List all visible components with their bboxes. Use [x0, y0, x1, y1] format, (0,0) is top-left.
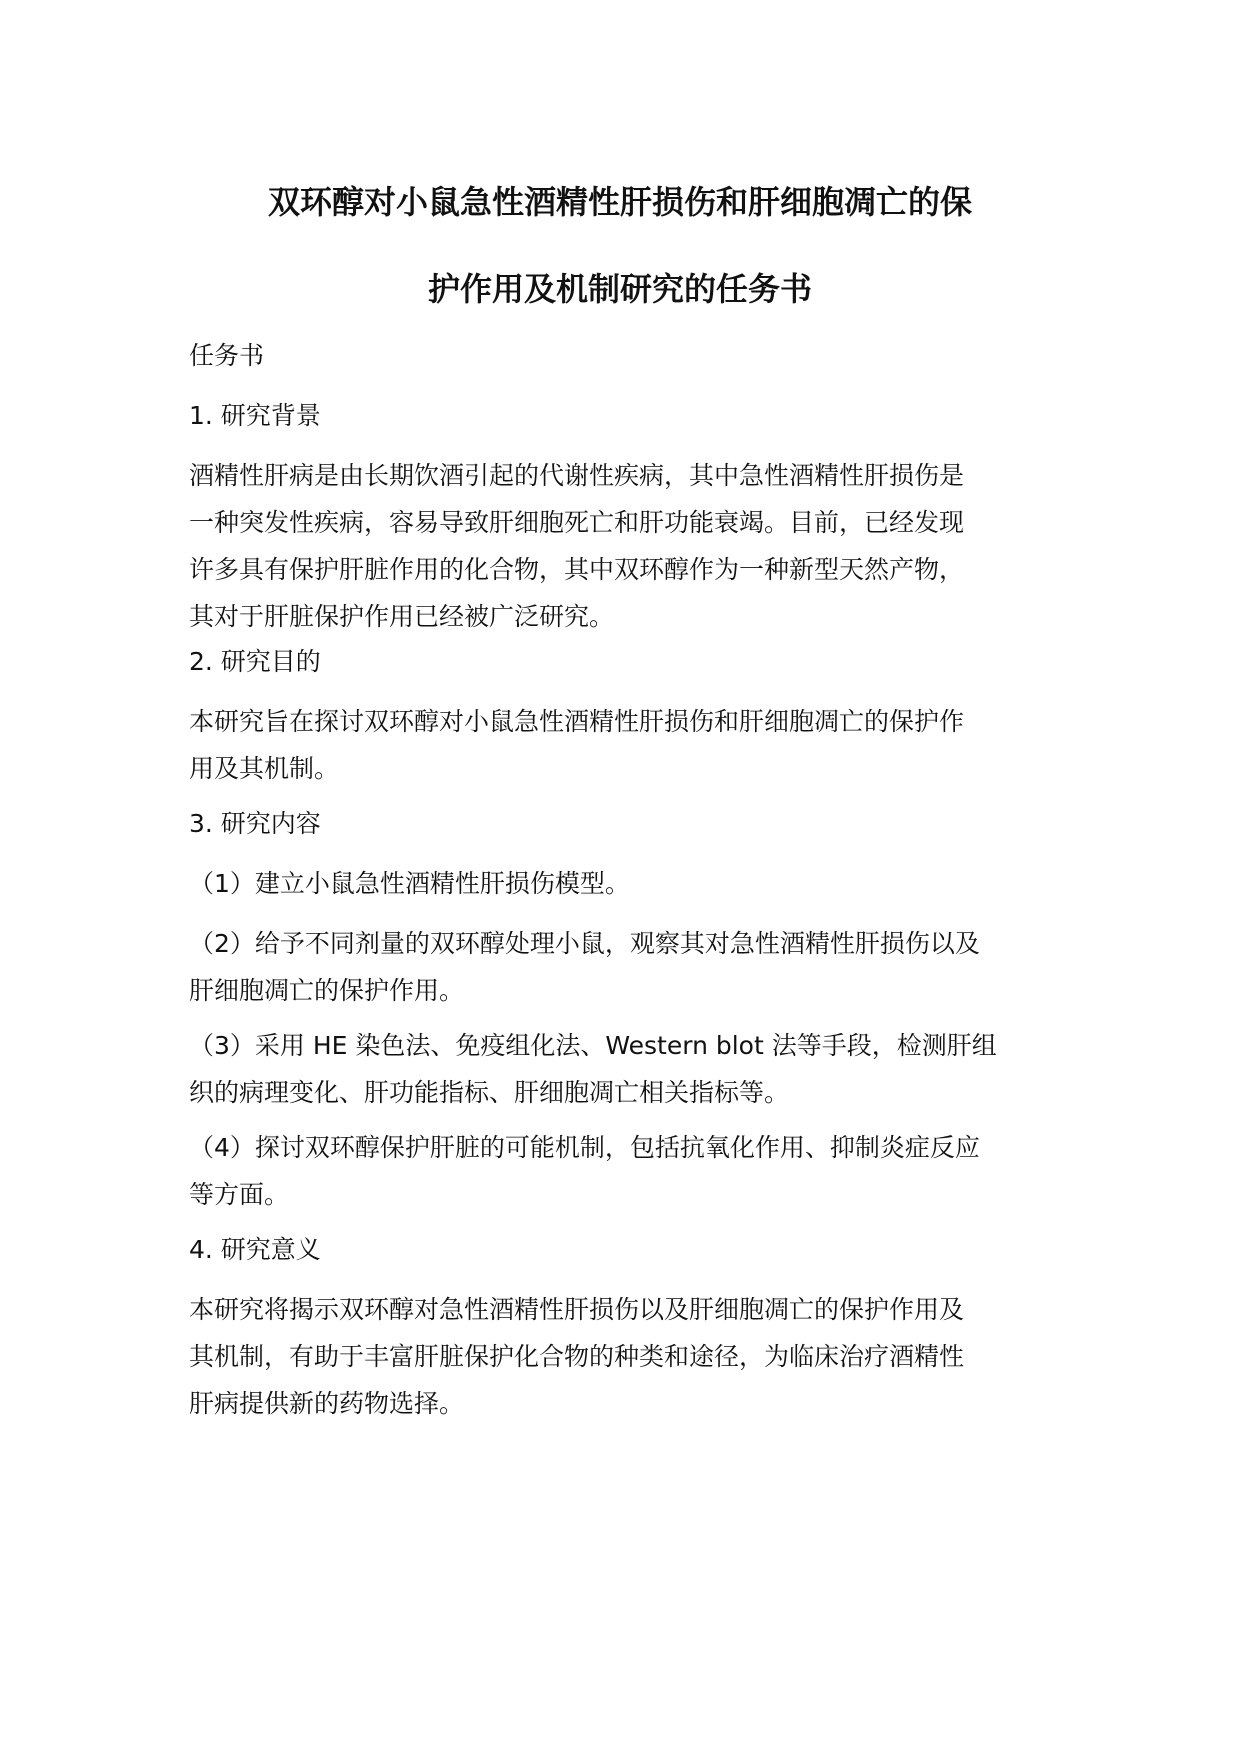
document-title-line-1: 双环醇对小鼠急性酒精性肝损伤和肝细胞凋亡的保: [267, 183, 972, 221]
section-3-item-4: [189, 1124, 1059, 1218]
paragraph-line: 许多具有保护肝脏作用的化合物，其中双环醇作为一种新型天然产物，: [189, 555, 965, 584]
list-item-line: （2）给予不同剂量的双环醇处理小鼠，观察其对急性酒精性肝损伤以及: [189, 929, 980, 958]
section-3-item-1: [189, 860, 1059, 907]
paragraph-line: 其机制，有助于丰富肝脏保护化合物的种类和途径，为临床治疗酒精性: [189, 1342, 965, 1371]
label-text: 任务书: [189, 341, 265, 370]
section-1-heading: [189, 392, 1059, 439]
document-label: [189, 332, 1059, 379]
paragraph-line: 用及其机制。: [189, 754, 340, 783]
paragraph-line: 酒精性肝病是由长期饮酒引起的代谢性疾病，其中急性酒精性肝损伤是: [189, 461, 965, 490]
list-item-line: （1）建立小鼠急性酒精性肝损伤模型。: [189, 869, 630, 898]
section-heading: 1. 研究背景: [189, 401, 321, 430]
section-4-body: [189, 1286, 1059, 1427]
list-item-line: （3）采用 HE 染色法、免疫组化法、Western blot 法等手段，检测肝组: [189, 1031, 997, 1060]
list-item-line: （4）探讨双环醇保护肝脏的可能机制，包括抗氧化作用、抑制炎症反应: [189, 1133, 980, 1162]
paragraph-line: 本研究将揭示双环醇对急性酒精性肝损伤以及肝细胞凋亡的保护作用及: [189, 1295, 965, 1324]
paragraph-line: 一种突发性疾病，容易导致肝细胞死亡和肝功能衰竭。目前，已经发现: [189, 508, 965, 537]
section-3-item-3: [189, 1022, 1059, 1116]
section-4-heading: [189, 1226, 1059, 1273]
section-heading: 3. 研究内容: [189, 809, 321, 838]
paragraph-line: 本研究旨在探讨双环醇对小鼠急性酒精性肝损伤和肝细胞凋亡的保护作: [189, 707, 965, 736]
section-3-heading: [189, 800, 1059, 847]
section-3-item-2: [189, 920, 1059, 1014]
list-item-line: 等方面。: [189, 1180, 290, 1209]
section-2-heading: [189, 638, 1059, 685]
section-2-body: [189, 698, 1059, 792]
paragraph-line: 肝病提供新的药物选择。: [189, 1389, 465, 1418]
document-title-line-2: 护作用及机制研究的任务书: [427, 270, 812, 308]
section-1-body: [189, 452, 1059, 640]
list-item-line: 织的病理变化、肝功能指标、肝细胞凋亡相关指标等。: [189, 1078, 790, 1107]
section-heading: 2. 研究目的: [189, 647, 321, 676]
section-heading: 4. 研究意义: [189, 1235, 321, 1264]
paragraph-line: 其对于肝脏保护作用已经被广泛研究。: [189, 602, 615, 631]
list-item-line: 肝细胞凋亡的保护作用。: [189, 976, 465, 1005]
